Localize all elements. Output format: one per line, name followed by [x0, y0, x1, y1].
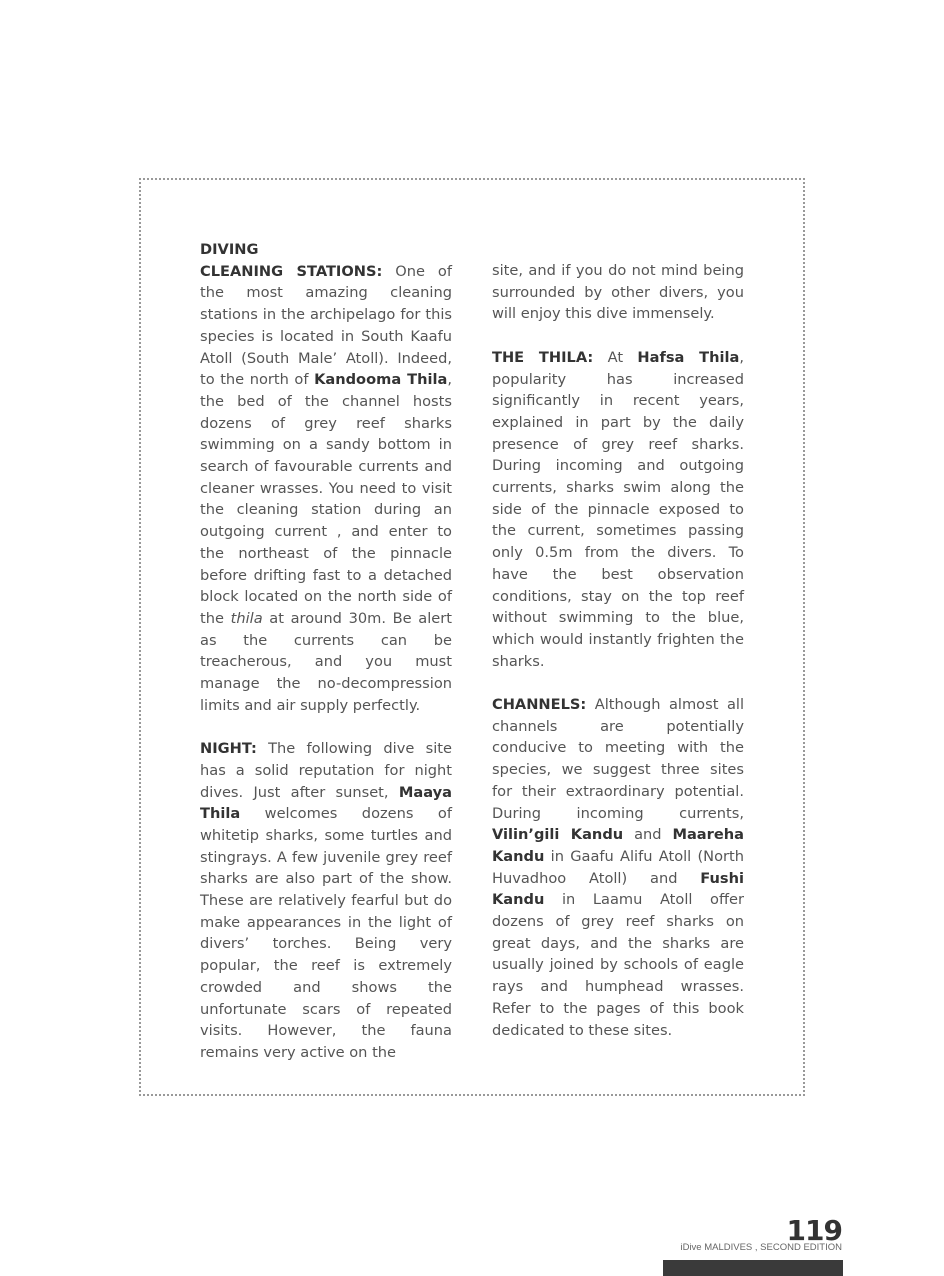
text-run: The following dive site has a solid reputation for night dives. Just after sunset,: [200, 740, 452, 801]
footer-bar: [663, 1260, 843, 1276]
left-column: [200, 239, 452, 1064]
bold-term: Vilin’gili Kandu: [492, 826, 624, 844]
paragraph-cleaning-stations: [200, 261, 452, 717]
right-column: [492, 260, 744, 1041]
bold-term: Kandooma Thila: [314, 371, 448, 389]
paragraph-the-thila: [492, 347, 744, 673]
text-run: welcomes dozens of whitetip sharks, some turtles and stingrays. A few juvenile grey reef sharks are also part of the show. These are relatively fearful but do make appearances in the light of divers’ torches. Being very popular, the reef is extremely crowded and shows the unfortunate scars of repeated visits. However, the fauna remains very active on the: [200, 805, 452, 1061]
book-title: iDive MALDIVES , SECOND EDITION: [680, 1242, 842, 1253]
page-number: 119: [786, 1214, 842, 1247]
text-run: site, and if you do not mind being surrounded by other divers, you will enjoy this dive immensely.: [492, 262, 744, 323]
bold-term: CHANNELS:: [492, 696, 587, 714]
bold-term: CLEANING STATIONS:: [200, 262, 383, 280]
bold-term: NIGHT:: [200, 740, 257, 758]
bold-term: Maaya Thila: [200, 783, 452, 823]
text-run: , popularity has increased significantly in recent years, explained in part by the daily presence of grey reef sharks. During incoming and outgoing currents, sharks swim along the side of the pinnacle exposed to the current, sometimes passing only 0.5m from the divers. To have the best observation conditions, stay on the top reef without swimming to the blue, which would instantly frighten the sharks.: [492, 348, 744, 670]
bold-term: THE THILA:: [492, 348, 594, 366]
text-run: , the bed of the channel hosts dozens of grey reef sharks swimming on a sandy bottom in search of favourable currents and cleaner wrasses. You need to visit the cleaning station during an outgoing current , and enter to the northeast of the pinnacle before drifting fast to a detached block located on the north side of the: [200, 371, 452, 627]
page-footer: [680, 1216, 842, 1253]
bold-term: Hafsa Thila: [637, 348, 740, 366]
text-run: One of the most amazing cleaning stations in the archipelago for this species is located in South Kaafu Atoll (South Male’ Atoll). Indeed, to the north of: [200, 262, 452, 389]
paragraph-continuation: [492, 260, 744, 325]
text-run: Although almost all channels are potentially conducive to meeting with the species, we suggest three sites for their extraordinary potential. During incoming currents,: [492, 696, 744, 822]
text-run: and: [623, 826, 673, 844]
bold-term: Fushi Kandu: [492, 869, 744, 909]
text-run: At: [593, 348, 638, 366]
text-run: at around 30m. Be alert as the currents can be treacherous, and you must manage the no-decompression limits and air supply perfectly.: [200, 609, 452, 714]
paragraph-night: [200, 738, 452, 1064]
section-heading-diving: DIVING: [200, 241, 259, 258]
text-run: in Laamu Atoll offer dozens of grey reef sharks on great days, and the sharks are usually joined by schools of eagle rays and humphead wrasses. Refer to the pages of this book dedicated to these sites.: [492, 891, 744, 1039]
text-run: in Gaafu Alifu Atoll (North Huvadhoo Atoll) and: [492, 847, 744, 887]
paragraph-channels: [492, 694, 744, 1041]
bold-term: Maareha Kandu: [492, 826, 744, 865]
italic-term: thila: [230, 609, 263, 627]
